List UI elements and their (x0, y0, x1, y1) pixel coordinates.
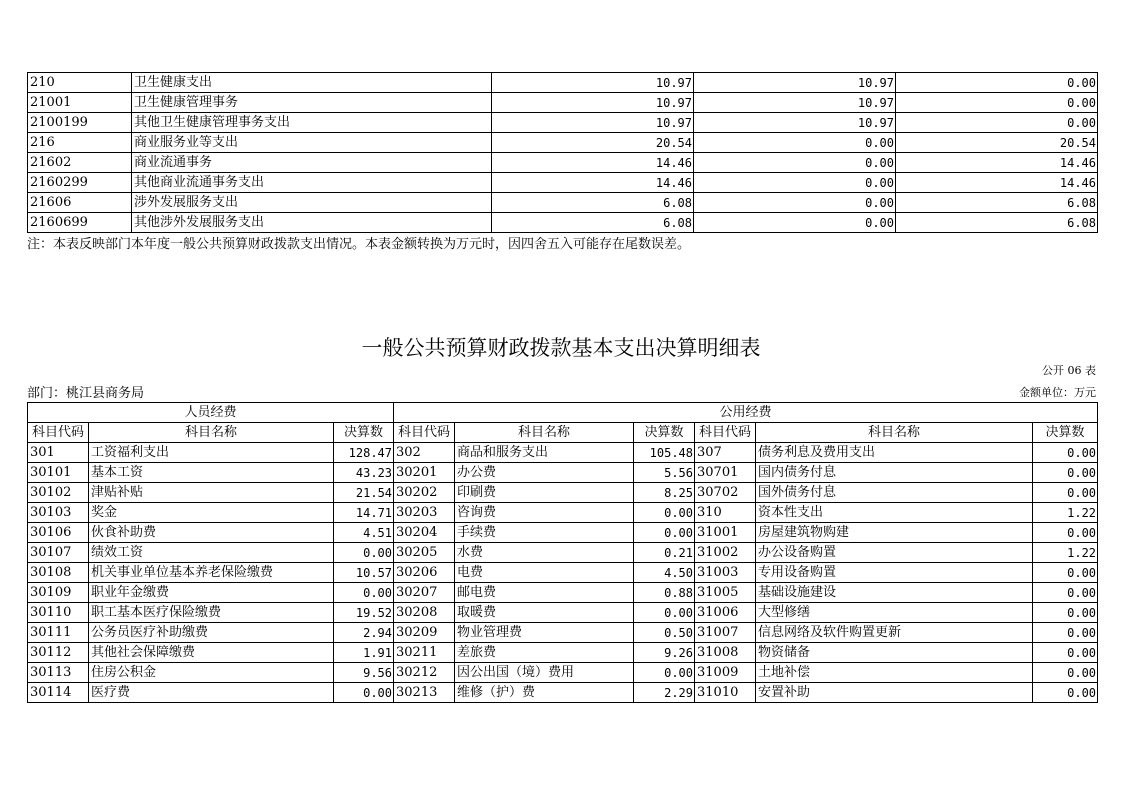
cell-code: 30213 (394, 683, 455, 703)
cell-amount: 14.71 (334, 503, 394, 523)
cell-code: 31010 (695, 683, 756, 703)
table-row (28, 113, 1098, 133)
cell-name: 电费 (455, 563, 634, 583)
column-header: 科目名称 (89, 423, 334, 443)
row-name: 其他卫生健康管理事务支出 (132, 113, 492, 133)
table-row (28, 73, 1098, 93)
cell-amount: 0.88 (634, 583, 695, 603)
cell-code: 31002 (695, 543, 756, 563)
table-row (28, 93, 1098, 113)
cell-amount: 0.00 (1033, 483, 1098, 503)
cell-code: 307 (695, 443, 756, 463)
cell-name: 物业管理费 (455, 623, 634, 643)
cell-code: 310 (695, 503, 756, 523)
row-code: 2160299 (28, 173, 132, 193)
cell-amount: 0.00 (1033, 623, 1098, 643)
row-project: 0.00 (896, 93, 1098, 113)
cell-code: 31009 (695, 663, 756, 683)
cell-amount: 0.00 (334, 683, 394, 703)
cell-name: 职业年金缴费 (89, 583, 334, 603)
column-header: 决算数 (1033, 423, 1098, 443)
cell-code: 30109 (28, 583, 89, 603)
row-name: 其他涉外发展服务支出 (132, 213, 492, 233)
table-row (28, 663, 1098, 683)
cell-code: 31001 (695, 523, 756, 543)
form-number: 公开 06 表 (1042, 364, 1096, 377)
column-header: 科目名称 (756, 423, 1033, 443)
cell-amount: 105.48 (634, 443, 695, 463)
cell-amount: 0.00 (1033, 583, 1098, 603)
cell-code: 30702 (695, 483, 756, 503)
table-row (28, 503, 1098, 523)
cell-name: 信息网络及软件购置更新 (756, 623, 1033, 643)
cell-code: 30114 (28, 683, 89, 703)
row-total: 14.46 (492, 173, 694, 193)
cell-code: 30106 (28, 523, 89, 543)
cell-amount: 128.47 (334, 443, 394, 463)
cell-code: 302 (394, 443, 455, 463)
cell-amount: 0.00 (1033, 643, 1098, 663)
cell-code: 30201 (394, 463, 455, 483)
cell-name: 资本性支出 (756, 503, 1033, 523)
row-code: 2160699 (28, 213, 132, 233)
row-project: 0.00 (896, 113, 1098, 133)
cell-code: 30113 (28, 663, 89, 683)
row-basic: 10.97 (694, 93, 896, 113)
cell-name: 大型修缮 (756, 603, 1033, 623)
cell-amount: 0.21 (634, 543, 695, 563)
cell-code: 30107 (28, 543, 89, 563)
row-total: 10.97 (492, 73, 694, 93)
table-row (28, 173, 1098, 193)
table-row (28, 643, 1098, 663)
cell-code: 30103 (28, 503, 89, 523)
cell-amount: 43.23 (334, 463, 394, 483)
cell-name: 绩效工资 (89, 543, 334, 563)
row-code: 21602 (28, 153, 132, 173)
table-row (28, 193, 1098, 213)
column-header-row (28, 423, 1098, 443)
cell-code: 30207 (394, 583, 455, 603)
cell-amount: 2.94 (334, 623, 394, 643)
row-name: 其他商业流通事务支出 (132, 173, 492, 193)
table-row (28, 153, 1098, 173)
cell-amount: 5.56 (634, 463, 695, 483)
table-row (28, 133, 1098, 153)
cell-code: 30110 (28, 603, 89, 623)
cell-name: 医疗费 (89, 683, 334, 703)
row-name: 卫生健康支出 (132, 73, 492, 93)
cell-amount: 9.56 (334, 663, 394, 683)
cell-code: 30111 (28, 623, 89, 643)
table-row (28, 623, 1098, 643)
cell-amount: 0.50 (634, 623, 695, 643)
cell-amount: 9.26 (634, 643, 695, 663)
row-basic: 0.00 (694, 213, 896, 233)
cell-name: 办公设备购置 (756, 543, 1033, 563)
cell-name: 安置补助 (756, 683, 1033, 703)
cell-name: 债务利息及费用支出 (756, 443, 1033, 463)
cell-code: 30101 (28, 463, 89, 483)
cell-amount: 0.00 (334, 583, 394, 603)
cell-code: 30205 (394, 543, 455, 563)
row-project: 6.08 (896, 193, 1098, 213)
cell-code: 30102 (28, 483, 89, 503)
row-project: 14.46 (896, 153, 1098, 173)
table-row (28, 683, 1098, 703)
cell-code: 301 (28, 443, 89, 463)
cell-code: 31003 (695, 563, 756, 583)
group-personnel-header: 人员经费 (28, 403, 394, 423)
row-total: 10.97 (492, 113, 694, 133)
cell-name: 商品和服务支出 (455, 443, 634, 463)
department-label: 部门：桃江县商务局 (27, 386, 145, 401)
cell-name: 印刷费 (455, 483, 634, 503)
row-project: 0.00 (896, 73, 1098, 93)
cell-code: 31007 (695, 623, 756, 643)
row-name: 涉外发展服务支出 (132, 193, 492, 213)
cell-amount: 4.51 (334, 523, 394, 543)
cell-name: 专用设备购置 (756, 563, 1033, 583)
cell-name: 国外债务付息 (756, 483, 1033, 503)
row-name: 卫生健康管理事务 (132, 93, 492, 113)
row-total: 6.08 (492, 213, 694, 233)
cell-code: 31005 (695, 583, 756, 603)
cell-code: 30209 (394, 623, 455, 643)
cell-amount: 0.00 (1033, 663, 1098, 683)
cell-name: 奖金 (89, 503, 334, 523)
cell-amount: 0.00 (634, 523, 695, 543)
cell-name: 工资福利支出 (89, 443, 334, 463)
row-basic: 0.00 (694, 133, 896, 153)
cell-name: 因公出国（境）费用 (455, 663, 634, 683)
column-header: 决算数 (334, 423, 394, 443)
cell-code: 30112 (28, 643, 89, 663)
cell-amount: 0.00 (634, 603, 695, 623)
cell-name: 邮电费 (455, 583, 634, 603)
row-basic: 10.97 (694, 73, 896, 93)
row-project: 6.08 (896, 213, 1098, 233)
table-row (28, 523, 1098, 543)
cell-amount: 4.50 (634, 563, 695, 583)
row-total: 20.54 (492, 133, 694, 153)
column-header: 科目代码 (28, 423, 89, 443)
row-basic: 10.97 (694, 113, 896, 133)
table-row (28, 443, 1098, 463)
row-basic: 0.00 (694, 193, 896, 213)
row-code: 2100199 (28, 113, 132, 133)
cell-name: 房屋建筑物购建 (756, 523, 1033, 543)
cell-name: 手续费 (455, 523, 634, 543)
cell-code: 31006 (695, 603, 756, 623)
cell-amount: 0.00 (1033, 523, 1098, 543)
cell-name: 差旅费 (455, 643, 634, 663)
cell-code: 30108 (28, 563, 89, 583)
column-header: 科目代码 (695, 423, 756, 443)
cell-amount: 0.00 (1033, 603, 1098, 623)
basic-expenditure-detail-table (27, 402, 1098, 703)
cell-code: 30211 (394, 643, 455, 663)
cell-name: 职工基本医疗保险缴费 (89, 603, 334, 623)
group-header-row (28, 403, 1098, 423)
table-row (28, 543, 1098, 563)
row-total: 10.97 (492, 93, 694, 113)
row-name: 商业服务业等支出 (132, 133, 492, 153)
cell-amount: 21.54 (334, 483, 394, 503)
table-row (28, 483, 1098, 503)
cell-code: 30212 (394, 663, 455, 683)
cell-name: 住房公积金 (89, 663, 334, 683)
cell-amount: 2.29 (634, 683, 695, 703)
cell-name: 国内债务付息 (756, 463, 1033, 483)
row-name: 商业流通事务 (132, 153, 492, 173)
cell-amount: 10.57 (334, 563, 394, 583)
cell-name: 土地补偿 (756, 663, 1033, 683)
row-code: 216 (28, 133, 132, 153)
cell-amount: 0.00 (334, 543, 394, 563)
row-basic: 0.00 (694, 173, 896, 193)
table-row (28, 563, 1098, 583)
table-row (28, 463, 1098, 483)
cell-name: 维修（护）费 (455, 683, 634, 703)
cell-name: 其他社会保障缴费 (89, 643, 334, 663)
cell-name: 伙食补助费 (89, 523, 334, 543)
cell-code: 31008 (695, 643, 756, 663)
column-header: 科目代码 (394, 423, 455, 443)
cell-amount: 19.52 (334, 603, 394, 623)
cell-amount: 0.00 (1033, 443, 1098, 463)
row-code: 210 (28, 73, 132, 93)
cell-code: 30204 (394, 523, 455, 543)
table-row (28, 583, 1098, 603)
cell-name: 取暖费 (455, 603, 634, 623)
table-row (28, 213, 1098, 233)
column-header: 决算数 (634, 423, 695, 443)
row-basic: 0.00 (694, 153, 896, 173)
cell-amount: 0.00 (1033, 463, 1098, 483)
row-code: 21606 (28, 193, 132, 213)
page-title: 一般公共预算财政拨款基本支出决算明细表 (361, 336, 761, 360)
cell-code: 30203 (394, 503, 455, 523)
row-project: 20.54 (896, 133, 1098, 153)
cell-code: 30202 (394, 483, 455, 503)
cell-name: 基础设施建设 (756, 583, 1033, 603)
row-code: 21001 (28, 93, 132, 113)
column-header: 科目名称 (455, 423, 634, 443)
cell-amount: 0.00 (634, 503, 695, 523)
cell-amount: 0.00 (1033, 563, 1098, 583)
cell-code: 30701 (695, 463, 756, 483)
cell-name: 物资储备 (756, 643, 1033, 663)
cell-name: 咨询费 (455, 503, 634, 523)
cell-name: 公务员医疗补助缴费 (89, 623, 334, 643)
table-row (28, 603, 1098, 623)
expenditure-summary-table (27, 72, 1098, 233)
unit-label: 金额单位：万元 (1019, 386, 1096, 399)
row-total: 6.08 (492, 193, 694, 213)
cell-amount: 8.25 (634, 483, 695, 503)
cell-name: 水费 (455, 543, 634, 563)
cell-amount: 1.91 (334, 643, 394, 663)
group-public-header: 公用经费 (394, 403, 1098, 423)
cell-code: 30208 (394, 603, 455, 623)
row-total: 14.46 (492, 153, 694, 173)
cell-amount: 1.22 (1033, 503, 1098, 523)
cell-name: 津贴补贴 (89, 483, 334, 503)
cell-amount: 0.00 (634, 663, 695, 683)
cell-name: 办公费 (455, 463, 634, 483)
row-project: 14.46 (896, 173, 1098, 193)
cell-amount: 1.22 (1033, 543, 1098, 563)
table-note: 注：本表反映部门本年度一般公共预算财政拨款支出情况。本表金额转换为万元时，因四舍五入可能存在尾数误差。 (27, 237, 691, 252)
cell-name: 机关事业单位基本养老保险缴费 (89, 563, 334, 583)
cell-amount: 0.00 (1033, 683, 1098, 703)
cell-name: 基本工资 (89, 463, 334, 483)
cell-code: 30206 (394, 563, 455, 583)
